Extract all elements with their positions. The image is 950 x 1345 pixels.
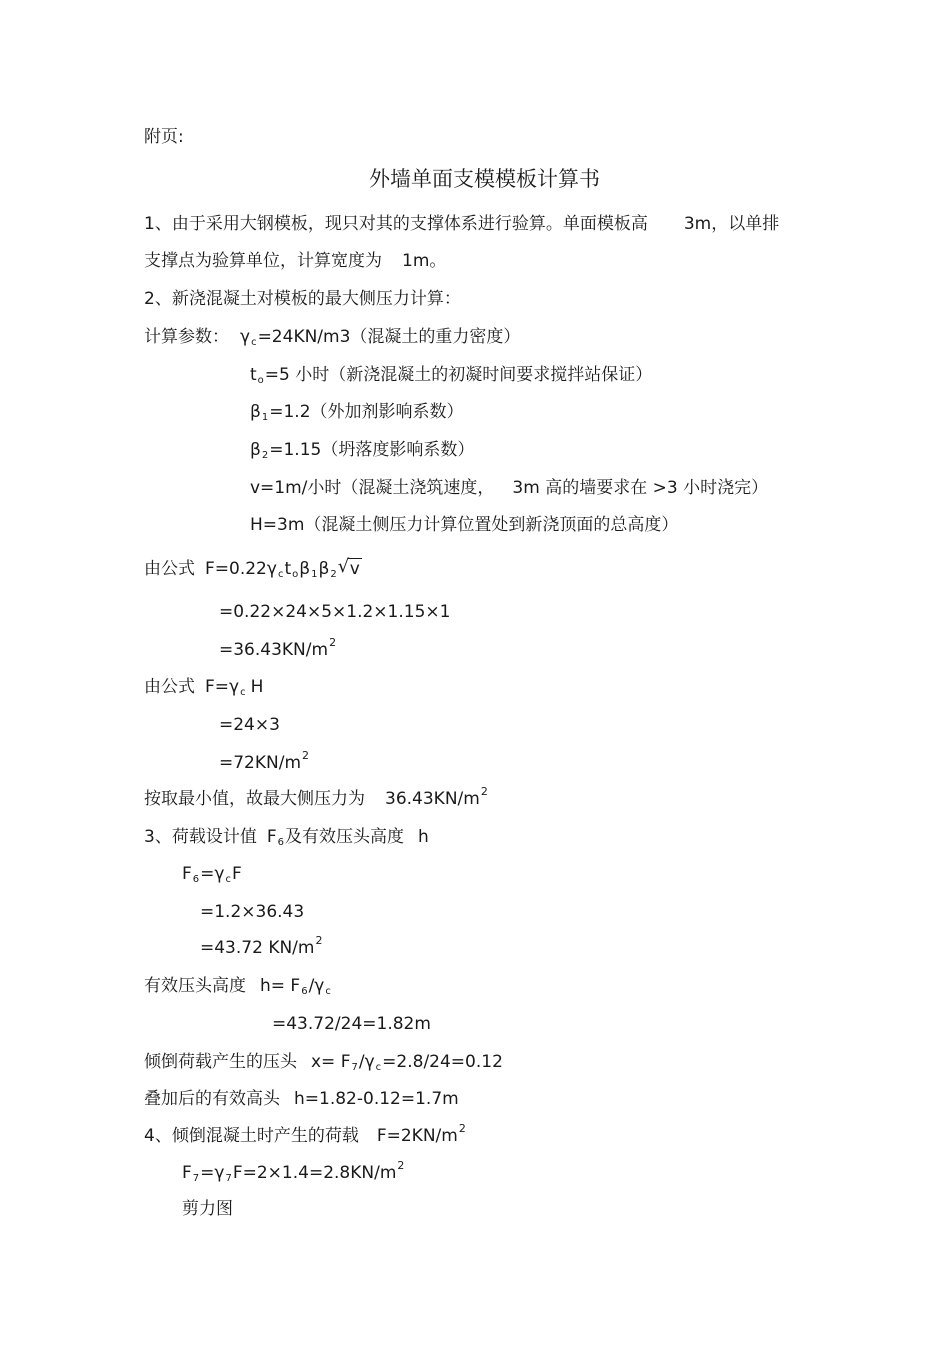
subscript: c: [325, 986, 331, 997]
text: F=0.22γ: [205, 559, 277, 579]
subscript: c: [225, 874, 231, 885]
text: =2.8/24=0.12: [382, 1052, 503, 1072]
formula-2-step-2: =24×3: [219, 715, 280, 735]
min-pressure-line: [144, 785, 488, 812]
param-h: H=3m（混凝土侧压力计算位置处到新浇顶面的总高度）: [250, 515, 679, 535]
text: F: [182, 1163, 192, 1183]
subscript: 7: [351, 1062, 358, 1073]
param-beta-2: [250, 439, 474, 464]
text: =1.2（外加剂影响系数）: [269, 402, 464, 422]
text: β: [250, 440, 261, 460]
text: =36.43KN/m: [219, 640, 329, 660]
text: =5 小时（新浇混凝土的初凝时间要求搅拌站保证）: [264, 365, 653, 385]
text: H: [250, 677, 264, 697]
subscript: 2: [261, 450, 269, 461]
section-1-line-1: [144, 213, 779, 235]
text: 叠加后的有效高头: [144, 1089, 280, 1109]
text: 支撑点为验算单位，计算宽度为: [144, 251, 382, 271]
param-beta-1: [250, 401, 464, 426]
text: γ: [240, 327, 251, 347]
text: v=1m/小时（混凝土浇筑速度，: [250, 478, 495, 498]
effective-head-result: =43.72/24=1.82m: [272, 1014, 431, 1034]
superscript: 2: [315, 934, 323, 947]
text: 1、由于采用大钢模板，现只对其的支撑体系进行验算。单面模板高: [144, 214, 648, 234]
subscript: 1: [311, 569, 318, 580]
subscript: 6: [192, 874, 200, 885]
superscript: 2: [329, 636, 337, 649]
text: 及有效压头高度: [284, 827, 404, 847]
section-3-heading: [144, 826, 429, 851]
formula-1-result: [219, 636, 337, 663]
section-1-line-2: [144, 250, 446, 272]
formula-2: [144, 676, 263, 701]
text: β: [318, 559, 330, 579]
dumping-head-line: [144, 1051, 503, 1076]
subscript: c: [375, 1062, 382, 1073]
text: h= F: [260, 976, 301, 996]
text: 36.43KN/m: [385, 789, 480, 809]
text: =72KN/m: [219, 753, 302, 773]
text: 有效压头高度: [144, 976, 246, 996]
text: t: [284, 559, 292, 579]
text: =1.15（坍落度影响系数）: [269, 440, 475, 460]
text: =43.72 KN/m: [200, 938, 315, 958]
text: F: [182, 864, 192, 884]
text: x= F: [311, 1052, 351, 1072]
section-4-heading: [144, 1122, 466, 1149]
superscript: 2: [480, 785, 488, 798]
appendix-label: 附页:: [144, 127, 184, 147]
formula-1: [144, 558, 362, 583]
f6-step-2: =1.2×36.43: [200, 902, 305, 922]
text: =γ: [200, 1163, 225, 1183]
text: v: [349, 559, 360, 579]
formula-2-result: [219, 749, 310, 776]
text: 3m，以单排: [683, 214, 780, 234]
text: /γ: [308, 976, 325, 996]
text: β: [299, 559, 311, 579]
text: 4、倾倒混凝土时产生的荷载: [144, 1126, 359, 1146]
text: 按取最小值，故最大侧压力为: [144, 789, 365, 809]
f6-formula: [182, 863, 242, 888]
subscript: 2: [330, 569, 337, 580]
shear-diagram-label: 剪力图: [182, 1199, 233, 1219]
square-root: [338, 558, 362, 580]
subscript: c: [277, 569, 284, 580]
subscript: 6: [277, 837, 284, 848]
params-label: 计算参数：: [144, 327, 229, 347]
section-2-heading: 2、新浇混凝土对模板的最大侧压力计算：: [144, 289, 461, 309]
subscript: 7: [192, 1173, 200, 1184]
formula-1-step-2: =0.22×24×5×1.2×1.15×1: [219, 602, 451, 622]
text: 由公式: [144, 677, 195, 697]
param-t0: [250, 364, 652, 389]
text: 3、荷载设计值: [144, 827, 257, 847]
subscript: 6: [301, 986, 308, 997]
param-gamma-c: [240, 326, 520, 351]
text: F=2KN/m: [376, 1126, 458, 1146]
text: F: [231, 864, 242, 884]
subscript: o: [292, 569, 299, 580]
subscript: c: [251, 337, 257, 348]
text: F=2×1.4=2.8KN/m: [232, 1163, 397, 1183]
effective-head-line: [144, 975, 332, 1000]
text: h: [417, 827, 429, 847]
combined-head-line: [144, 1088, 459, 1110]
text: 由公式: [144, 559, 195, 579]
text: /γ: [358, 1052, 375, 1072]
text: t: [250, 365, 257, 385]
f7-formula: [182, 1159, 405, 1187]
param-v: [250, 477, 768, 499]
text: =γ: [200, 864, 225, 884]
text: 倾倒荷载产生的压头: [144, 1052, 297, 1072]
text: F: [266, 827, 277, 847]
f6-result: [200, 934, 323, 961]
subscript: 7: [225, 1173, 232, 1184]
radical-sign-icon: √: [337, 556, 350, 577]
subscript: o: [257, 375, 264, 386]
document-title: 外墙单面支模模板计算书: [369, 167, 600, 191]
subscript: c: [240, 687, 246, 698]
text: 3m 高的墙要求在 >3 小时浇完）: [512, 478, 769, 498]
superscript: 2: [397, 1159, 405, 1172]
text: h=1.82-0.12=1.7m: [294, 1089, 459, 1109]
superscript: 2: [302, 749, 310, 762]
text: β: [250, 402, 261, 422]
text: 1m。: [402, 251, 447, 271]
text: F=γ: [205, 677, 240, 697]
text: =24KN/m3（混凝土的重力密度）: [257, 327, 521, 347]
subscript: 1: [261, 412, 269, 423]
superscript: 2: [458, 1122, 466, 1135]
